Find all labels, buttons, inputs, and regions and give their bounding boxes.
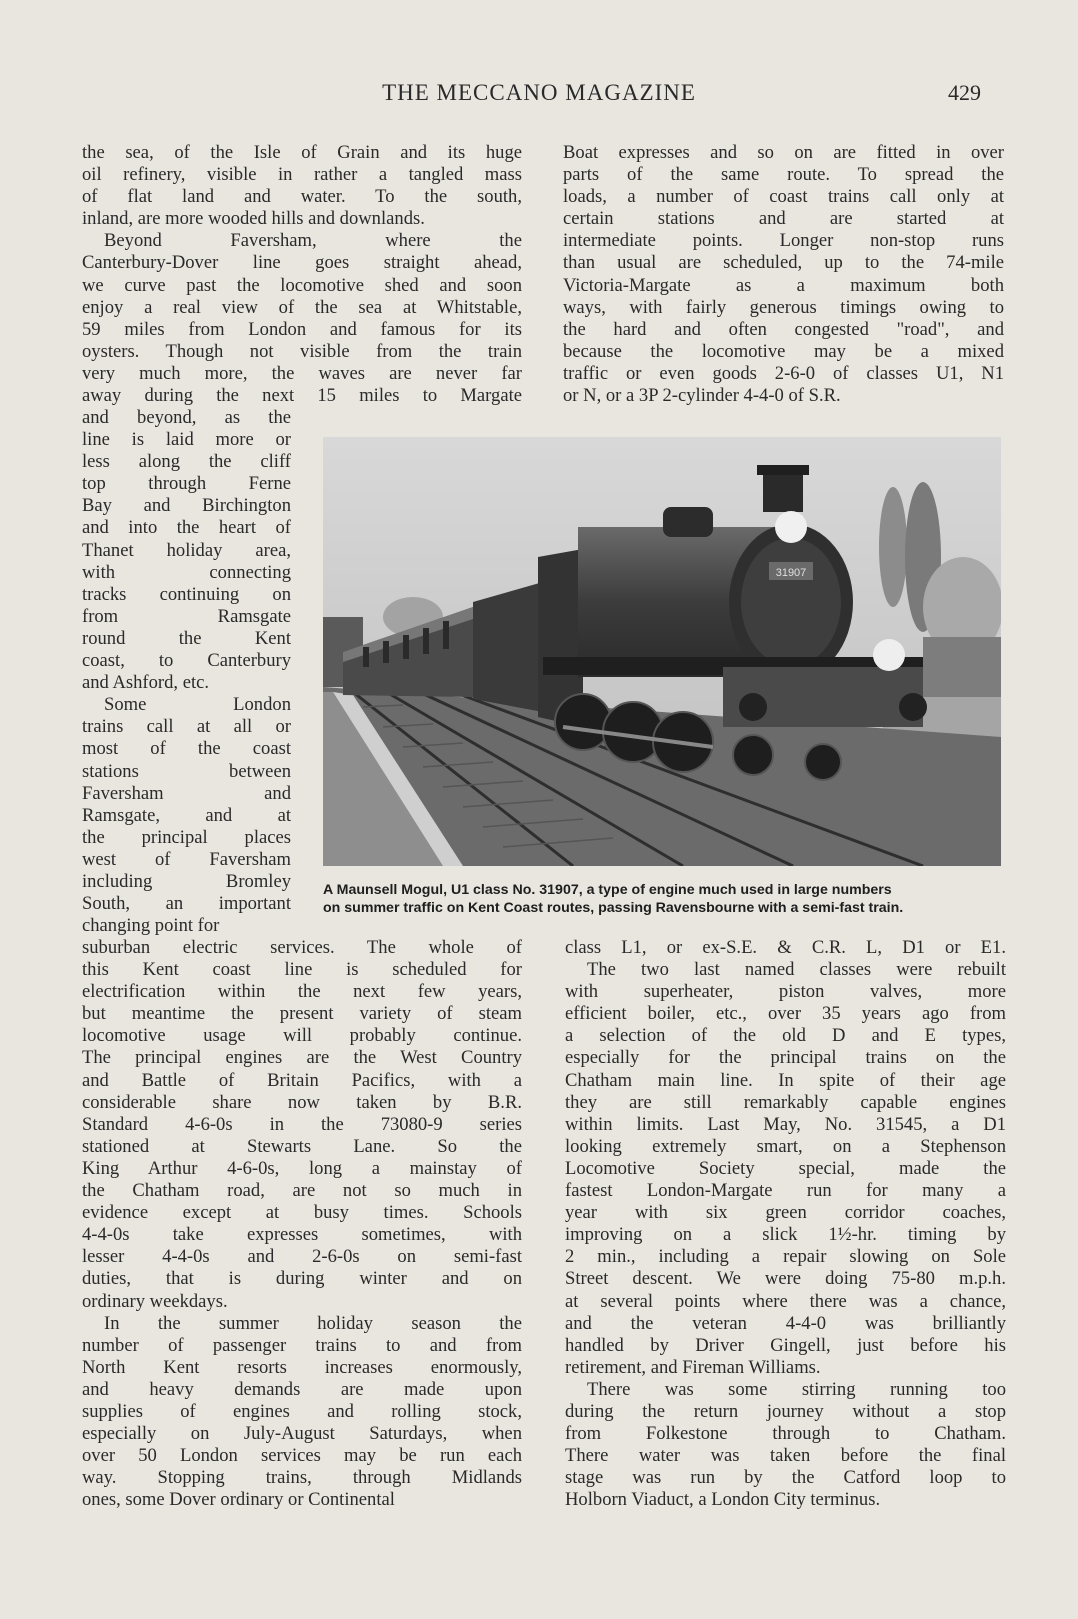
text-line: Street descent. We were doing 75-80 m.p.h. bbox=[565, 1268, 1006, 1290]
text-line: Ramsgate, and at bbox=[82, 804, 291, 826]
text-line: In the summer holiday season the bbox=[104, 1312, 522, 1334]
text-line: Boat expresses and so on are fitted in over bbox=[563, 142, 1004, 163]
text-line: and into the heart of bbox=[82, 517, 291, 539]
text-line: coast, to Canterbury bbox=[82, 650, 291, 672]
text-line: considerable share now taken by B.R. bbox=[82, 1091, 522, 1113]
text-line: round the Kent bbox=[82, 627, 291, 649]
text-line: the sea, of the Isle of Grain and its huge bbox=[82, 142, 522, 163]
text-line: looking extremely smart, on a Stephenson bbox=[565, 1135, 1006, 1157]
text-line: within limits. Last May, No. 31545, a D1 bbox=[565, 1113, 1006, 1135]
photo-caption bbox=[323, 881, 1013, 917]
text-line: and Battle of Britain Pacifics, with a bbox=[82, 1069, 522, 1091]
engine-number-plate: 31907 bbox=[775, 567, 807, 579]
text-line: top through Ferne bbox=[82, 473, 291, 495]
text-line: away during the next 15 miles to Margate bbox=[82, 385, 522, 407]
text-line: electrification within the next few years, bbox=[82, 981, 522, 1003]
text-line: most of the coast bbox=[82, 738, 291, 760]
text-line: Thanet holiday area, bbox=[82, 539, 291, 561]
text-line: enjoy a real view of the sea at Whitstable, bbox=[82, 296, 522, 318]
text-line: and Ashford, etc. bbox=[82, 672, 210, 694]
text-line: Faversham and bbox=[82, 782, 291, 804]
text-line: ways, with fairly generous timings owing to bbox=[563, 296, 1004, 318]
text-line: Locomotive Society special, made the bbox=[565, 1157, 1006, 1179]
text-line: 4-4-0s take expresses sometimes, with bbox=[82, 1224, 522, 1246]
text-line: the principal places bbox=[82, 826, 291, 848]
text-line: The two last named classes were rebuilt bbox=[587, 959, 1006, 981]
text-line: duties, that is during winter and on bbox=[82, 1268, 522, 1290]
text-line: Standard 4-6-0s in the 73080-9 series bbox=[82, 1113, 522, 1135]
text-line: trains call at all or bbox=[82, 716, 291, 738]
text-line: over 50 London services may be run each bbox=[82, 1445, 522, 1467]
text-line: efficient boiler, etc., over 35 years ago from bbox=[565, 1003, 1006, 1025]
text-line: parts of the same route. To spread the bbox=[563, 164, 1004, 186]
text-line: Victoria-Margate as a maximum both bbox=[563, 274, 1004, 296]
text-line: including Bromley bbox=[82, 870, 291, 892]
text-line: evidence except at busy times. Schools bbox=[82, 1202, 522, 1224]
locomotive-illustration bbox=[323, 437, 1001, 866]
text-line: oysters. Though not visible from the train bbox=[82, 340, 522, 362]
text-line: we curve past the locomotive shed and soon bbox=[82, 274, 522, 296]
text-line: especially on July-August Saturdays, when bbox=[82, 1423, 522, 1445]
magazine-title: THE MECCANO MAGAZINE bbox=[382, 80, 696, 105]
text-line: line is laid more or bbox=[82, 429, 291, 451]
text-line: King Arthur 4-6-0s, long a mainstay of bbox=[82, 1157, 522, 1179]
text-line: Bay and Birchington bbox=[82, 495, 291, 517]
text-line: than usual are scheduled, up to the 74-mile bbox=[563, 252, 1004, 274]
text-line: inland, are more wooded hills and downlands. bbox=[82, 208, 425, 230]
text-line: retirement, and Fireman Williams. bbox=[565, 1356, 821, 1378]
text-line: changing point for bbox=[82, 915, 220, 937]
left-column-top bbox=[82, 142, 522, 407]
text-line: ones, some Dover ordinary or Continental bbox=[82, 1489, 395, 1511]
text-line: oil refinery, visible in rather a tangled mass bbox=[82, 164, 522, 186]
text-line: with connecting bbox=[82, 561, 291, 583]
text-line: west of Faversham bbox=[82, 848, 291, 870]
page-header bbox=[0, 80, 1078, 112]
text-line: from Ramsgate bbox=[82, 605, 291, 627]
text-line: the Chatham road, are not so much in bbox=[82, 1180, 522, 1202]
text-line: stage was run by the Catford loop to bbox=[565, 1467, 1006, 1489]
text-line: supplies of engines and rolling stock, bbox=[82, 1400, 522, 1422]
text-line: handled by Driver Gingell, just before his bbox=[565, 1334, 1006, 1356]
caption-line-2: on summer traffic on Kent Coast routes, passing Ravensbourne with a semi-fast train. bbox=[323, 900, 904, 916]
text-line: at several points where there was a chance, bbox=[565, 1290, 1006, 1312]
text-line: There water was taken before the final bbox=[565, 1445, 1006, 1467]
text-line: fastest London-Margate run for many a bbox=[565, 1180, 1006, 1202]
text-line: but meantime the present variety of steam bbox=[82, 1003, 522, 1025]
text-line: suburban electric services. The whole of bbox=[82, 937, 522, 958]
text-line: year with six green corridor coaches, bbox=[565, 1202, 1006, 1224]
text-line: South, an important bbox=[82, 893, 291, 915]
text-line: with superheater, piston valves, more bbox=[565, 981, 1006, 1003]
locomotive-photo bbox=[323, 437, 1001, 866]
right-column-bottom bbox=[565, 937, 1006, 1511]
text-line: There was some stirring running too bbox=[587, 1378, 1006, 1400]
text-line: stationed at Stewarts Lane. So the bbox=[82, 1135, 522, 1157]
text-line: stations between bbox=[82, 760, 291, 782]
text-line: class L1, or ex-S.E. & C.R. L, D1 or E1. bbox=[565, 937, 1006, 958]
text-line: and heavy demands are made upon bbox=[82, 1378, 522, 1400]
text-line: very much more, the waves are never far bbox=[82, 362, 522, 384]
text-line: way. Stopping trains, through Midlands bbox=[82, 1467, 522, 1489]
text-line: traffic or even goods 2-6-0 of classes U1, N1 bbox=[563, 362, 1004, 384]
text-line: locomotive usage will probably continue. bbox=[82, 1025, 522, 1047]
text-line: this Kent coast line is scheduled for bbox=[82, 959, 522, 981]
text-line: less along the cliff bbox=[82, 451, 291, 473]
page-number: 429 bbox=[948, 80, 981, 105]
text-line: loads, a number of coast trains call only at bbox=[563, 186, 1004, 208]
text-line: number of passenger trains to and from bbox=[82, 1334, 522, 1356]
text-line: Some London bbox=[104, 694, 291, 716]
text-line: ordinary weekdays. bbox=[82, 1290, 228, 1312]
text-line: especially for the principal trains on the bbox=[565, 1047, 1006, 1069]
text-line: intermediate points. Longer non-stop runs bbox=[563, 230, 1004, 252]
right-column-top bbox=[563, 142, 1004, 407]
text-line: 2 min., including a repair slowing on Sole bbox=[565, 1246, 1006, 1268]
text-line: and beyond, as the bbox=[82, 407, 291, 428]
text-line: 59 miles from London and famous for its bbox=[82, 318, 522, 340]
left-column-bottom bbox=[82, 937, 522, 1511]
text-line: Chatham main line. In spite of their age bbox=[565, 1069, 1006, 1091]
text-line: North Kent resorts increases enormously, bbox=[82, 1356, 522, 1378]
text-line: Beyond Faversham, where the bbox=[104, 230, 522, 252]
text-line: tracks continuing on bbox=[82, 583, 291, 605]
text-line: or N, or a 3P 2-cylinder 4-4-0 of S.R. bbox=[563, 385, 841, 407]
text-line: certain stations and are started at bbox=[563, 208, 1004, 230]
text-line: the hard and often congested "road", and bbox=[563, 318, 1004, 340]
text-line: Canterbury-Dover line goes straight ahead, bbox=[82, 252, 522, 274]
text-line: lesser 4-4-0s and 2-6-0s on semi-fast bbox=[82, 1246, 522, 1268]
text-line: of flat land and water. To the south, bbox=[82, 186, 522, 208]
text-line: improving on a slick 1½-hr. timing by bbox=[565, 1224, 1006, 1246]
text-line: and the veteran 4-4-0 was brilliantly bbox=[565, 1312, 1006, 1334]
text-line: a selection of the old D and E types, bbox=[565, 1025, 1006, 1047]
text-line: because the locomotive may be a mixed bbox=[563, 340, 1004, 362]
text-line: The principal engines are the West Country bbox=[82, 1047, 522, 1069]
left-column-narrow bbox=[82, 407, 291, 937]
text-line: Holborn Viaduct, a London City terminus. bbox=[565, 1489, 881, 1511]
caption-line-1: A Maunsell Mogul, U1 class No. 31907, a type of engine much used in large numbers bbox=[323, 882, 892, 898]
text-line: from Folkestone through to Chatham. bbox=[565, 1423, 1006, 1445]
text-line: during the return journey without a stop bbox=[565, 1400, 1006, 1422]
text-line: they are still remarkably capable engines bbox=[565, 1091, 1006, 1113]
